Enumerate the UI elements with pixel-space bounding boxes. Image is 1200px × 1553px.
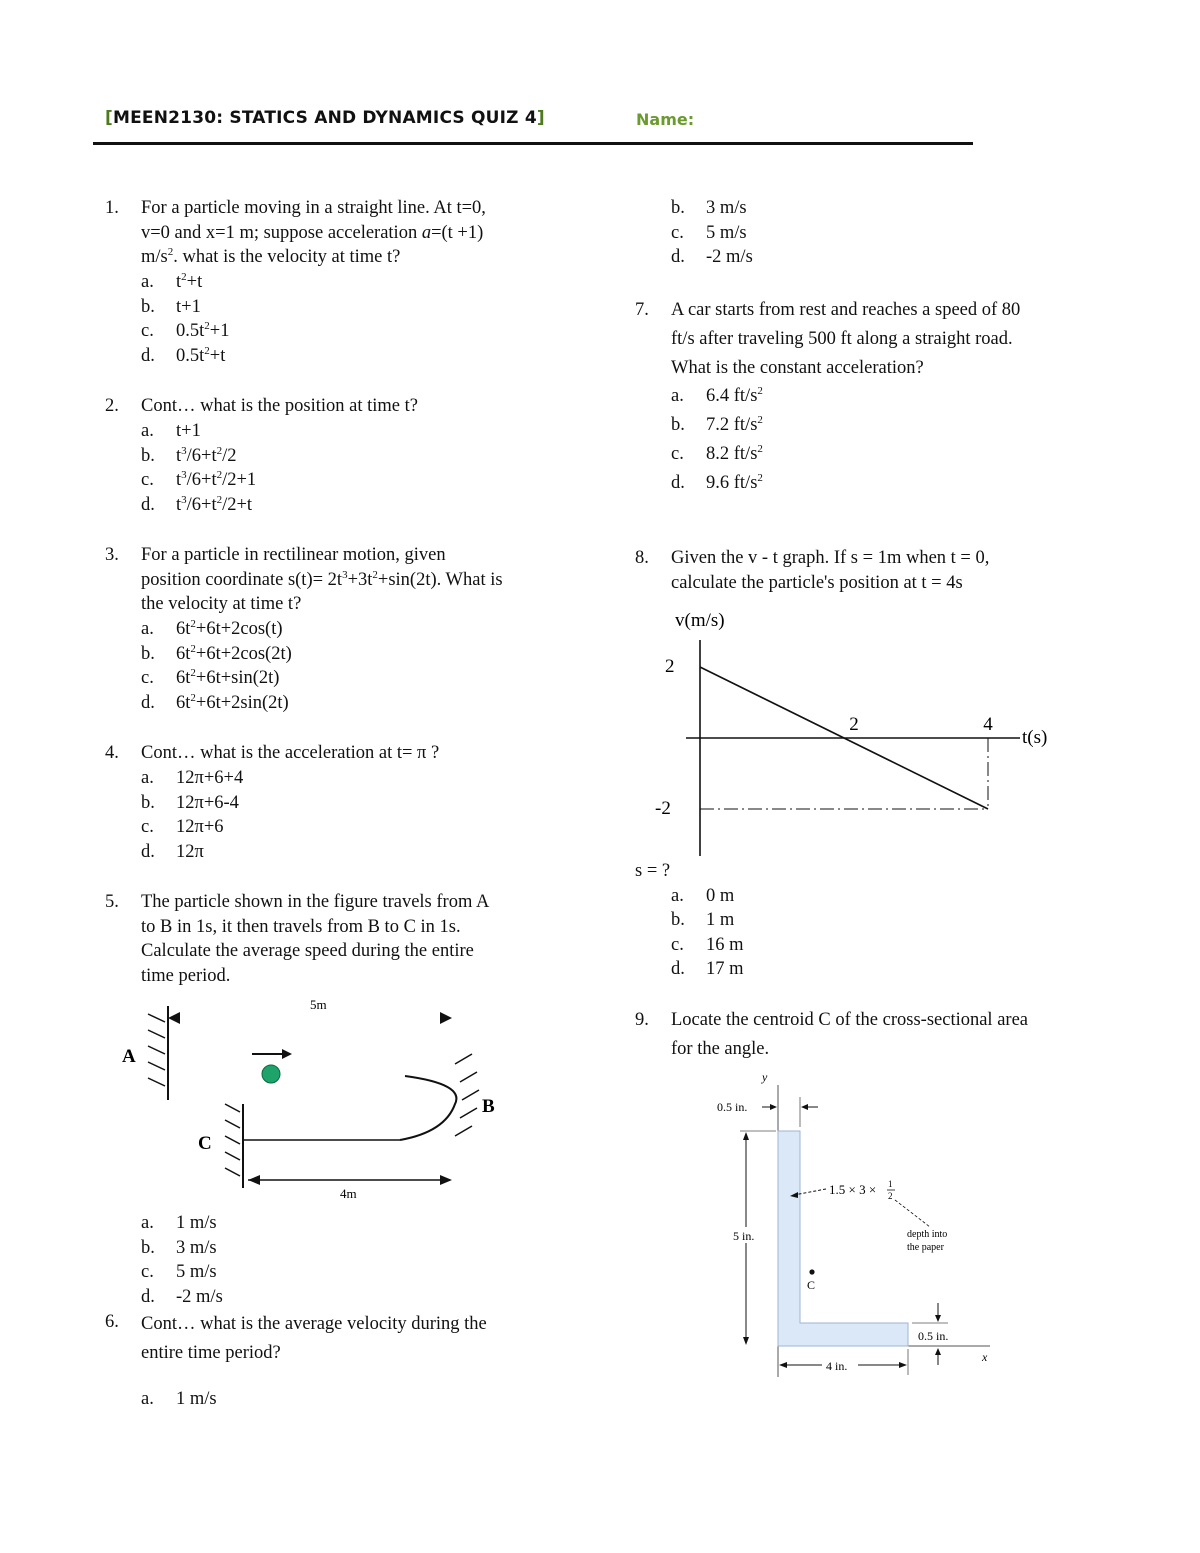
option[interactable]: d. -2 m/s: [671, 247, 753, 267]
arrow-right-icon: [282, 1049, 292, 1059]
arrow-left-icon: [801, 1104, 808, 1110]
option[interactable]: b. $6t^2+6t+2\cos(2t)$: [141, 642, 292, 664]
arrow-down-icon: [743, 1337, 749, 1345]
x-axis-label: x: [982, 1350, 988, 1364]
y-axis-label: y: [762, 1070, 768, 1084]
thickness-label: 0.5 in.: [918, 1329, 949, 1343]
question-8-answers: [635, 859, 935, 982]
option[interactable]: c. $6t^2+6t+\sin(2t)$: [141, 666, 280, 688]
arrow-right-icon: [899, 1362, 907, 1368]
question-5-options: [141, 1211, 441, 1309]
arrow-right-icon: [440, 1012, 452, 1024]
height-label: 5 in.: [733, 1229, 755, 1243]
option[interactable]: b. $t^3/6+t^2/2$: [141, 444, 237, 466]
option[interactable]: c. 12π+6: [141, 817, 224, 837]
y-tick-label: -2: [655, 798, 671, 819]
option[interactable]: a. t+1: [141, 421, 201, 441]
leader-line: [895, 1200, 930, 1227]
option[interactable]: c. 5 m/s: [671, 222, 747, 243]
particle: [262, 1065, 280, 1083]
option[interactable]: a. $6t^2+6t+2\cos(t)$: [141, 617, 283, 639]
quiz-header: [93, 108, 973, 145]
arrow-down-icon: [935, 1315, 941, 1322]
x-tick-label: 2: [849, 714, 859, 735]
arrow-right-icon: [770, 1104, 777, 1110]
dim-5m-label: 5m: [310, 997, 327, 1012]
wall-b-hatch: [455, 1054, 479, 1136]
angle-section-figure: [700, 1065, 1000, 1380]
option[interactable]: a. 12π+6+4: [141, 768, 244, 788]
option[interactable]: d. $t^3/6+t^2/2+t$: [141, 493, 253, 515]
option[interactable]: d. 9.6 $ft/s^2$: [671, 471, 763, 493]
y-axis-label: v(m/s): [675, 610, 725, 631]
width-label: 4 in.: [826, 1359, 848, 1373]
wall-c-hatch: [225, 1104, 240, 1176]
option[interactable]: b. 3 m/s: [671, 198, 747, 218]
centroid-label: C: [807, 1278, 816, 1292]
option[interactable]: c. 5 m/s: [141, 1262, 217, 1282]
y-tick-label: 2: [665, 656, 675, 677]
option[interactable]: d. 17 m: [671, 959, 744, 979]
label-b: B: [482, 1096, 495, 1117]
option[interactable]: c. 16 m: [671, 934, 744, 955]
option[interactable]: a. 0 m: [671, 885, 735, 906]
angle-cross-section: [778, 1131, 908, 1346]
option[interactable]: b. 12π+6-4: [141, 792, 239, 813]
particle-path-figure: [110, 992, 495, 1202]
arrow-up-icon: [935, 1348, 941, 1355]
quiz-title: [MEEN2130: STATICS AND DYNAMICS QUIZ 4]: [105, 108, 545, 128]
option[interactable]: c. $0.5t^2+1$: [141, 319, 230, 341]
option[interactable]: d. $6t^2+6t+2\sin(2t)$: [141, 691, 289, 713]
arrow-left-icon: [168, 1012, 180, 1024]
option[interactable]: b. 3 m/s: [141, 1237, 217, 1258]
name-label: Name:: [636, 110, 695, 129]
question-1-options: [141, 270, 229, 368]
depth-label-1: depth into: [907, 1229, 948, 1240]
fraction-numerator: 1: [888, 1179, 893, 1189]
dim-4m-label: 4m: [340, 1186, 357, 1201]
label-a: A: [122, 1046, 136, 1067]
option[interactable]: d. 12π: [141, 841, 204, 862]
option[interactable]: a. 1 m/s: [141, 1213, 217, 1233]
label-c: C: [198, 1133, 212, 1154]
option[interactable]: a. 6.4 $ft/s^2$: [671, 384, 763, 406]
arrow-right-icon: [440, 1175, 452, 1185]
fraction-denominator: 2: [888, 1191, 893, 1201]
option[interactable]: a. 1 m/s: [141, 1389, 217, 1409]
option[interactable]: d. -2 m/s: [141, 1286, 223, 1307]
section-spec: 1.5 × 3 ×: [829, 1182, 877, 1197]
curved-wall-b: [400, 1076, 456, 1140]
option[interactable]: b. t+1: [141, 296, 201, 317]
x-axis-label: t(s): [1022, 727, 1048, 748]
arrow-left-icon: [779, 1362, 787, 1368]
depth-label-2: the paper: [907, 1242, 944, 1253]
option[interactable]: b. 1 m: [671, 910, 735, 930]
v-t-graph: [640, 600, 1070, 860]
question-6-options-continued: [671, 196, 971, 270]
centroid-point: [809, 1269, 814, 1274]
x-tick-label: 4: [983, 714, 993, 735]
arrow-left-icon: [248, 1175, 260, 1185]
s-prompt: s = ?: [635, 861, 671, 881]
top-width-label: 0.5 in.: [717, 1100, 748, 1114]
option[interactable]: b. 7.2 $ft/s^2$: [671, 413, 763, 435]
option[interactable]: c. 8.2 $ft/s^2$: [671, 442, 763, 464]
wall-a-hatch: [148, 1014, 165, 1086]
option[interactable]: d. $0.5t^2+t$: [141, 344, 226, 366]
arrow-up-icon: [743, 1132, 749, 1140]
option[interactable]: a. $t^2+t$: [141, 270, 203, 292]
option[interactable]: c. $t^3/6+t^2/2+1$: [141, 468, 257, 490]
